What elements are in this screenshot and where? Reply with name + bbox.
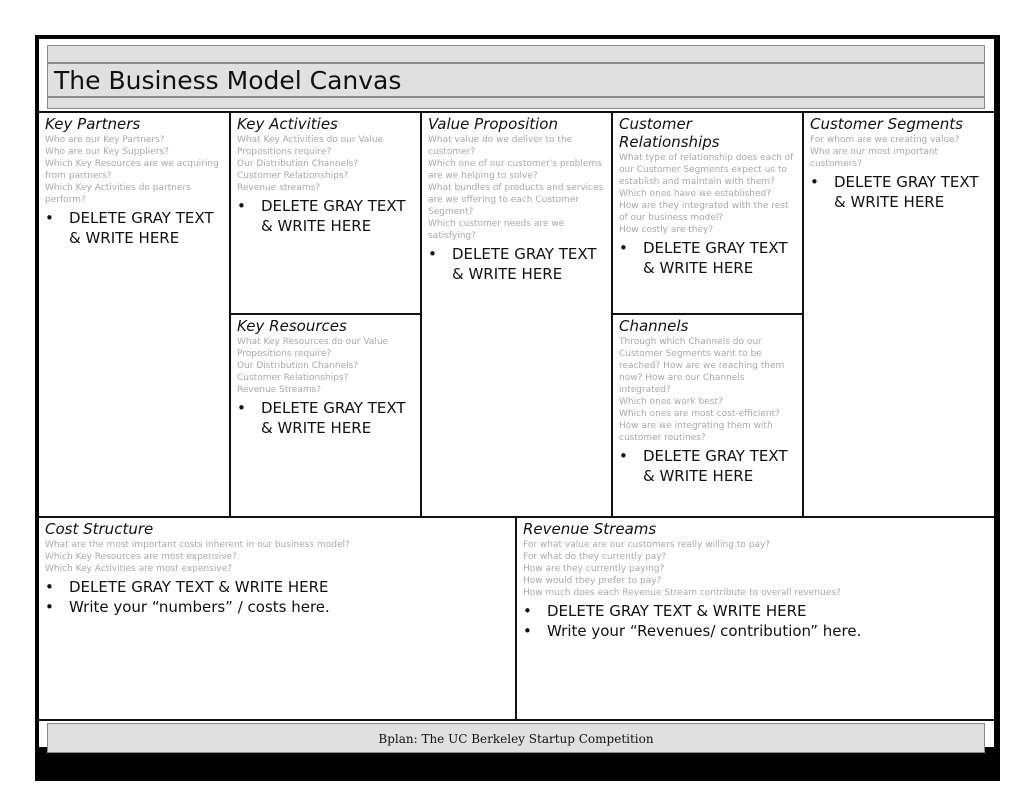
bullet-item[interactable] xyxy=(619,238,796,278)
prompt-text: Which Key Activities do partners perform? xyxy=(45,183,191,205)
bullet-text: DELETE GRAY TEXT & WRITE HERE xyxy=(261,399,406,437)
cell-customer-relationships[interactable] xyxy=(613,113,802,313)
page-title[interactable]: The Business Model Canvas xyxy=(54,66,402,95)
bullet-list xyxy=(619,238,796,278)
prompt-text: Which Key Resources are we acquiring from partners? xyxy=(45,159,219,181)
bullet-text: DELETE GRAY TEXT & WRITE HERE xyxy=(69,209,214,247)
prompt-text: Which one of our customer's problems are we helping to solve? xyxy=(428,159,602,181)
bullet-text: DELETE GRAY TEXT & WRITE HERE xyxy=(643,239,788,277)
bullet-text: DELETE GRAY TEXT & WRITE HERE xyxy=(643,447,788,485)
prompt-text: Who are our Key Partners? xyxy=(45,135,165,145)
cell-title: Customer Relationships xyxy=(619,115,720,151)
bullet-dot: • xyxy=(428,245,437,263)
bullet-text: Write your “Revenues/ contribution” here. xyxy=(547,622,862,640)
prompt-list xyxy=(523,539,988,599)
cell-channels[interactable] xyxy=(613,315,802,516)
prompt-text: What type of relationship does each of our Customer Segments expect us to establish and maintain with them? xyxy=(619,153,794,187)
bullet-list xyxy=(523,601,988,641)
prompt-text: How are they currently paying? xyxy=(523,564,665,574)
bullet-dot: • xyxy=(237,197,246,215)
prompt-list xyxy=(45,539,509,575)
canvas-sheet xyxy=(39,39,994,747)
bullet-text: DELETE GRAY TEXT & WRITE HERE xyxy=(452,245,597,283)
prompt-text: Which Key Activities are most expensive? xyxy=(45,564,232,574)
prompt-list xyxy=(619,336,796,444)
prompt-text: How would they prefer to pay? xyxy=(523,576,662,586)
bullet-item[interactable] xyxy=(523,621,988,641)
footer-text[interactable]: Bplan: The UC Berkeley Startup Competition xyxy=(378,732,654,746)
prompt-text: What Key Resources do our Value Propositions require? xyxy=(237,337,389,359)
prompt-text: How are we integrating them with customer routines? xyxy=(619,421,773,443)
prompt-list xyxy=(810,134,988,170)
cell-title: Key Activities xyxy=(237,115,338,133)
cell-revenue-streams[interactable] xyxy=(517,518,994,719)
grid-bottom-rule xyxy=(39,719,994,721)
cell-title: Revenue Streams xyxy=(523,520,657,538)
cell-title: Customer Segments xyxy=(810,115,963,133)
title-bar xyxy=(47,63,985,97)
prompt-text: What value do we deliver to the customer? xyxy=(428,135,573,157)
header-band-top xyxy=(47,45,985,63)
prompt-text: For whom are we creating value? xyxy=(810,135,960,145)
bullet-list xyxy=(619,446,796,486)
cell-customer-segments[interactable] xyxy=(804,113,994,516)
bullet-list xyxy=(237,398,414,438)
prompt-text: For what do they currently pay? xyxy=(523,552,667,562)
bullet-item[interactable] xyxy=(45,577,509,597)
bullet-text: DELETE GRAY TEXT & WRITE HERE xyxy=(834,173,979,211)
prompt-list xyxy=(45,134,223,206)
bullet-dot: • xyxy=(523,602,532,620)
cell-title: Value Proposition xyxy=(428,115,558,133)
bullet-item[interactable] xyxy=(810,172,988,212)
bullet-list xyxy=(810,172,988,212)
cell-key-resources[interactable] xyxy=(231,315,420,516)
prompt-text: Who are our most important customers? xyxy=(810,147,938,169)
prompt-text: Our Distribution Channels? xyxy=(237,159,359,169)
prompt-text: Who are our Key Suppliers? xyxy=(45,147,169,157)
prompt-list xyxy=(237,134,414,194)
bullet-dot: • xyxy=(45,578,54,596)
cell-value-proposition[interactable] xyxy=(422,113,611,516)
bullet-text: DELETE GRAY TEXT & WRITE HERE xyxy=(261,197,406,235)
cell-title: Key Resources xyxy=(237,317,347,335)
prompt-text: Through which Channels do our Customer Segments want to be reached? How are we reaching them now? How are our Channels integrated? xyxy=(619,337,785,395)
bullet-item[interactable] xyxy=(237,398,414,438)
header-band-bottom xyxy=(47,97,985,109)
prompt-text: Which ones have we established? xyxy=(619,189,772,199)
prompt-text: Our Distribution Channels? xyxy=(237,361,359,371)
prompt-text: How much does each Revenue Stream contribute to overall revenues? xyxy=(523,588,841,598)
bullet-item[interactable] xyxy=(45,597,509,617)
prompt-list xyxy=(428,134,605,242)
cell-key-partners[interactable] xyxy=(39,113,229,516)
prompt-text: Which ones are most cost-efficient? xyxy=(619,409,780,419)
cell-title: Cost Structure xyxy=(45,520,154,538)
footer-bar xyxy=(47,723,985,753)
prompt-text: For what value are our customers really willing to pay? xyxy=(523,540,771,550)
prompt-text: Which Key Resources are most expensive? xyxy=(45,552,237,562)
bullet-item[interactable] xyxy=(428,244,605,284)
prompt-list xyxy=(619,152,796,236)
cell-key-activities[interactable] xyxy=(231,113,420,313)
bullet-item[interactable] xyxy=(45,208,223,248)
prompt-text: Which ones work best? xyxy=(619,397,723,407)
cell-title: Channels xyxy=(619,317,689,335)
bullet-text: DELETE GRAY TEXT & WRITE HERE xyxy=(547,602,807,620)
prompt-list xyxy=(237,336,414,396)
bullet-dot: • xyxy=(810,173,819,191)
prompt-text: What Key Activities do our Value Propositions require? xyxy=(237,135,384,157)
prompt-text: Customer Relationships? xyxy=(237,171,349,181)
prompt-text: Revenue Streams? xyxy=(237,385,322,395)
cell-title: Key Partners xyxy=(45,115,141,133)
bullet-dot: • xyxy=(523,622,532,640)
prompt-text: How costly are they? xyxy=(619,225,714,235)
bullet-dot: • xyxy=(237,399,246,417)
bullet-item[interactable] xyxy=(523,601,988,621)
bullet-list xyxy=(428,244,605,284)
prompt-text: Which customer needs are we satisfying? xyxy=(428,219,565,241)
bullet-list xyxy=(45,208,223,248)
bullet-dot: • xyxy=(619,239,628,257)
bullet-dot: • xyxy=(45,598,54,616)
bullet-item[interactable] xyxy=(237,196,414,236)
bullet-item[interactable] xyxy=(619,446,796,486)
bullet-text: Write your “numbers” / costs here. xyxy=(69,598,330,616)
bullet-dot: • xyxy=(619,447,628,465)
prompt-text: Revenue streams? xyxy=(237,183,321,193)
prompt-text: What bundles of products and services are we offering to each Customer Segment? xyxy=(428,183,604,217)
prompt-text: How are they integrated with the rest of our business model? xyxy=(619,201,789,223)
bullet-dot: • xyxy=(45,209,54,227)
prompt-text: What are the most important costs inherent in our business model? xyxy=(45,540,350,550)
bullet-list xyxy=(45,577,509,617)
bullet-text: DELETE GRAY TEXT & WRITE HERE xyxy=(69,578,329,596)
prompt-text: Customer Relationships? xyxy=(237,373,349,383)
bullet-list xyxy=(237,196,414,236)
cell-cost-structure[interactable] xyxy=(39,518,515,719)
canvas-frame xyxy=(35,35,1000,781)
